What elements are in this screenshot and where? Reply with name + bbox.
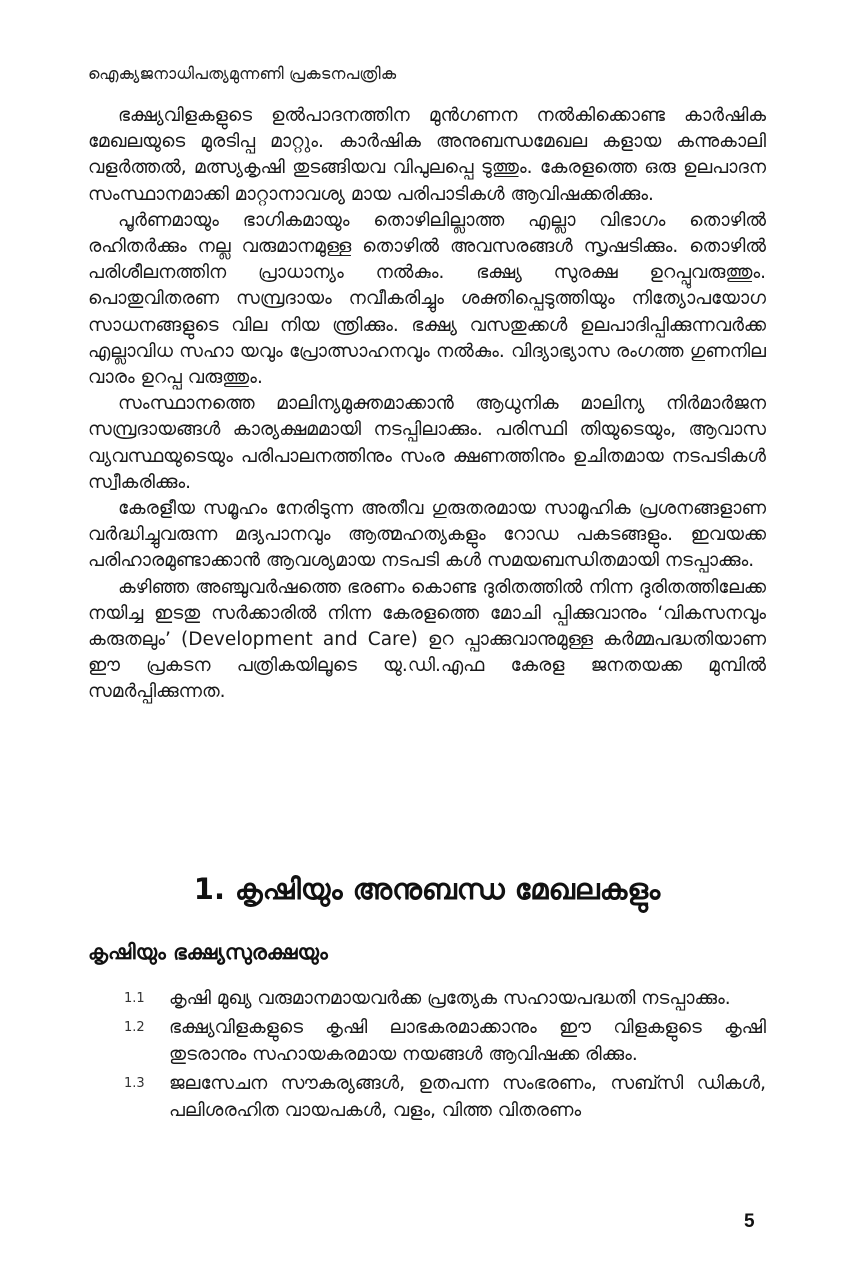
intro-body bbox=[88, 103, 766, 706]
paragraph: ഭക്ഷ്യവിളകളുടെ ഉൽപാദനത്തിന മുൻഗണന നൽകിക്കൊണ്ട കാർഷിക മേഖലയുടെ മുരടിപ്പ മാറ്റും. കാർഷിക അനുബന്ധമേഖല കളായ കന്നുകാലി വളർത്തൽ, മത്സ്യകൃഷി തുടങ്ങിയവ വിപുലപ്പെ ടുത്തും. കേരളത്തെ ഒരു ഉലപാദന സംസ്ഥാനമാക്കി മാറ്റാനാവശ്യ മായ പരിപാടികൾ ആവിഷക്കരിക്കും. bbox=[88, 105, 766, 205]
chapter-title: 1. കൃഷിയും അനുബന്ധ മേഖലകളും bbox=[193, 872, 661, 906]
paragraph: പൂർണമായും ഭാഗികമായും തൊഴിലില്ലാത്ത എല്ലാ വിഭാഗം തൊഴിൽ രഹിതർക്കും നല്ല വരുമാനമുള്ള തൊഴിൽ അവസരങ്ങൾ സൃഷടിക്കും. തൊഴിൽ പരിശീലനത്തിന പ്രാധാന്യം നൽകും. ഭക്ഷ്യ സുരക്ഷ ഉറപ്പുവരുത്തും. പൊതുവിതരണ സമ്പ്രദായം നവീകരിച്ചും ശക്തിപ്പെടുത്തിയും നിത്യോപയോഗ സാധനങ്ങളുടെ വില നിയ ന്ത്രിക്കും. ഭക്ഷ്യ വസതുക്കൾ ഉലപാദിപ്പിക്കുന്നവർക്ക എല്ലാവിധ സഹാ യവും പ്രോത്സാഹനവും നൽകും. വിദ്യാഭ്യാസ രംഗത്ത ഗുണനില വാരം ഉറപ്പ വരുത്തും. bbox=[88, 209, 766, 389]
list-item bbox=[124, 1070, 766, 1124]
item-text: ഭക്ഷ്യവിളകളുടെ കൃഷി ലാഭകരമാക്കാനും ഈ വിളകളുടെ കൃഷി തുടരാനും സഹായകരമായ നയങ്ങൾ ആവിഷക്ക രിക്കും. bbox=[169, 1017, 766, 1065]
item-text: ജലസേചന സൗകര്യങ്ങൾ, ഉതപന്ന സംഭരണം, സബ്സി ഡികൾ, പലിശരഹിത വായപകൾ, വളം, വിത്ത വിതരണം bbox=[169, 1073, 766, 1121]
paragraph: കഴിഞ്ഞ അഞ്ചുവർഷത്തെ ഭരണം കൊണ്ട ദുരിതത്തിൽ നിന്ന ദുരിതത്തിലേക്ക നയിച്ച ഇടതു സർക്കാരിൽ നിന്ന കേരളത്തെ മോചി പ്പിക്കുവാനും ‘വികസനവും കരുതലും’ (Development and Care) ഉറ പ്പാക്കുവാനുമുള്ള കർമ്മപദ്ധതിയാണ ഈ പ്രകടന പത്രികയിലൂടെ യു.ഡി.എഫ കേരള ജനതയക്ക മുമ്പിൽ സമർപ്പിക്കുന്നത. bbox=[88, 576, 766, 703]
item-text: കൃഷി മുഖ്യ വരുമാനമായവർക്ക പ്രത്യേക സഹായപദ്ധതി നടപ്പാക്കും. bbox=[169, 988, 731, 1009]
list-item bbox=[124, 1014, 766, 1068]
section-title: കൃഷിയും ഭക്ഷ്യസുരക്ഷയും bbox=[88, 940, 328, 964]
item-number: 1.2 bbox=[124, 1020, 145, 1035]
item-number: 1.1 bbox=[124, 991, 145, 1006]
page-number: 5 bbox=[744, 1211, 755, 1232]
item-number: 1.3 bbox=[124, 1076, 145, 1091]
paragraph: കേരളീയ സമൂഹം നേരിടുന്ന അതീവ ഗുരുതരമായ സാമൂഹിക പ്രശനങ്ങളാണ വർദ്ധിച്ചുവരുന്ന മദ്യപാനവും ആത്മഹത്യകളും റോഡ പകടങ്ങളും. ഇവയക്ക പരിഹാരമുണ്ടാക്കാൻ ആവശ്യമായ നടപടി കൾ സമയബന്ധിതമായി നടപ്പാക്കും. bbox=[88, 498, 766, 572]
paragraph: സംസ്ഥാനത്തെ മാലിന്യമുക്തമാക്കാൻ ആധുനിക മാലിന്യ നിർമാർജന സമ്പ്രദായങ്ങൾ കാര്യക്ഷമമായി നടപ്പിലാക്കും. പരിസ്ഥി തിയുടെയും, ആവാസ വ്യവസ്ഥയുടെയും പരിപാലനത്തിനും സംര ക്ഷണത്തിനും ഉചിതമായ നടപടികൾ സ്വീകരിക്കും. bbox=[88, 393, 766, 493]
running-header: ഐക്യജനാധിപത്യമുന്നണി പ്രകടനപത്രിക bbox=[88, 64, 397, 83]
list-item bbox=[124, 985, 766, 1012]
numbered-list bbox=[124, 985, 766, 1126]
